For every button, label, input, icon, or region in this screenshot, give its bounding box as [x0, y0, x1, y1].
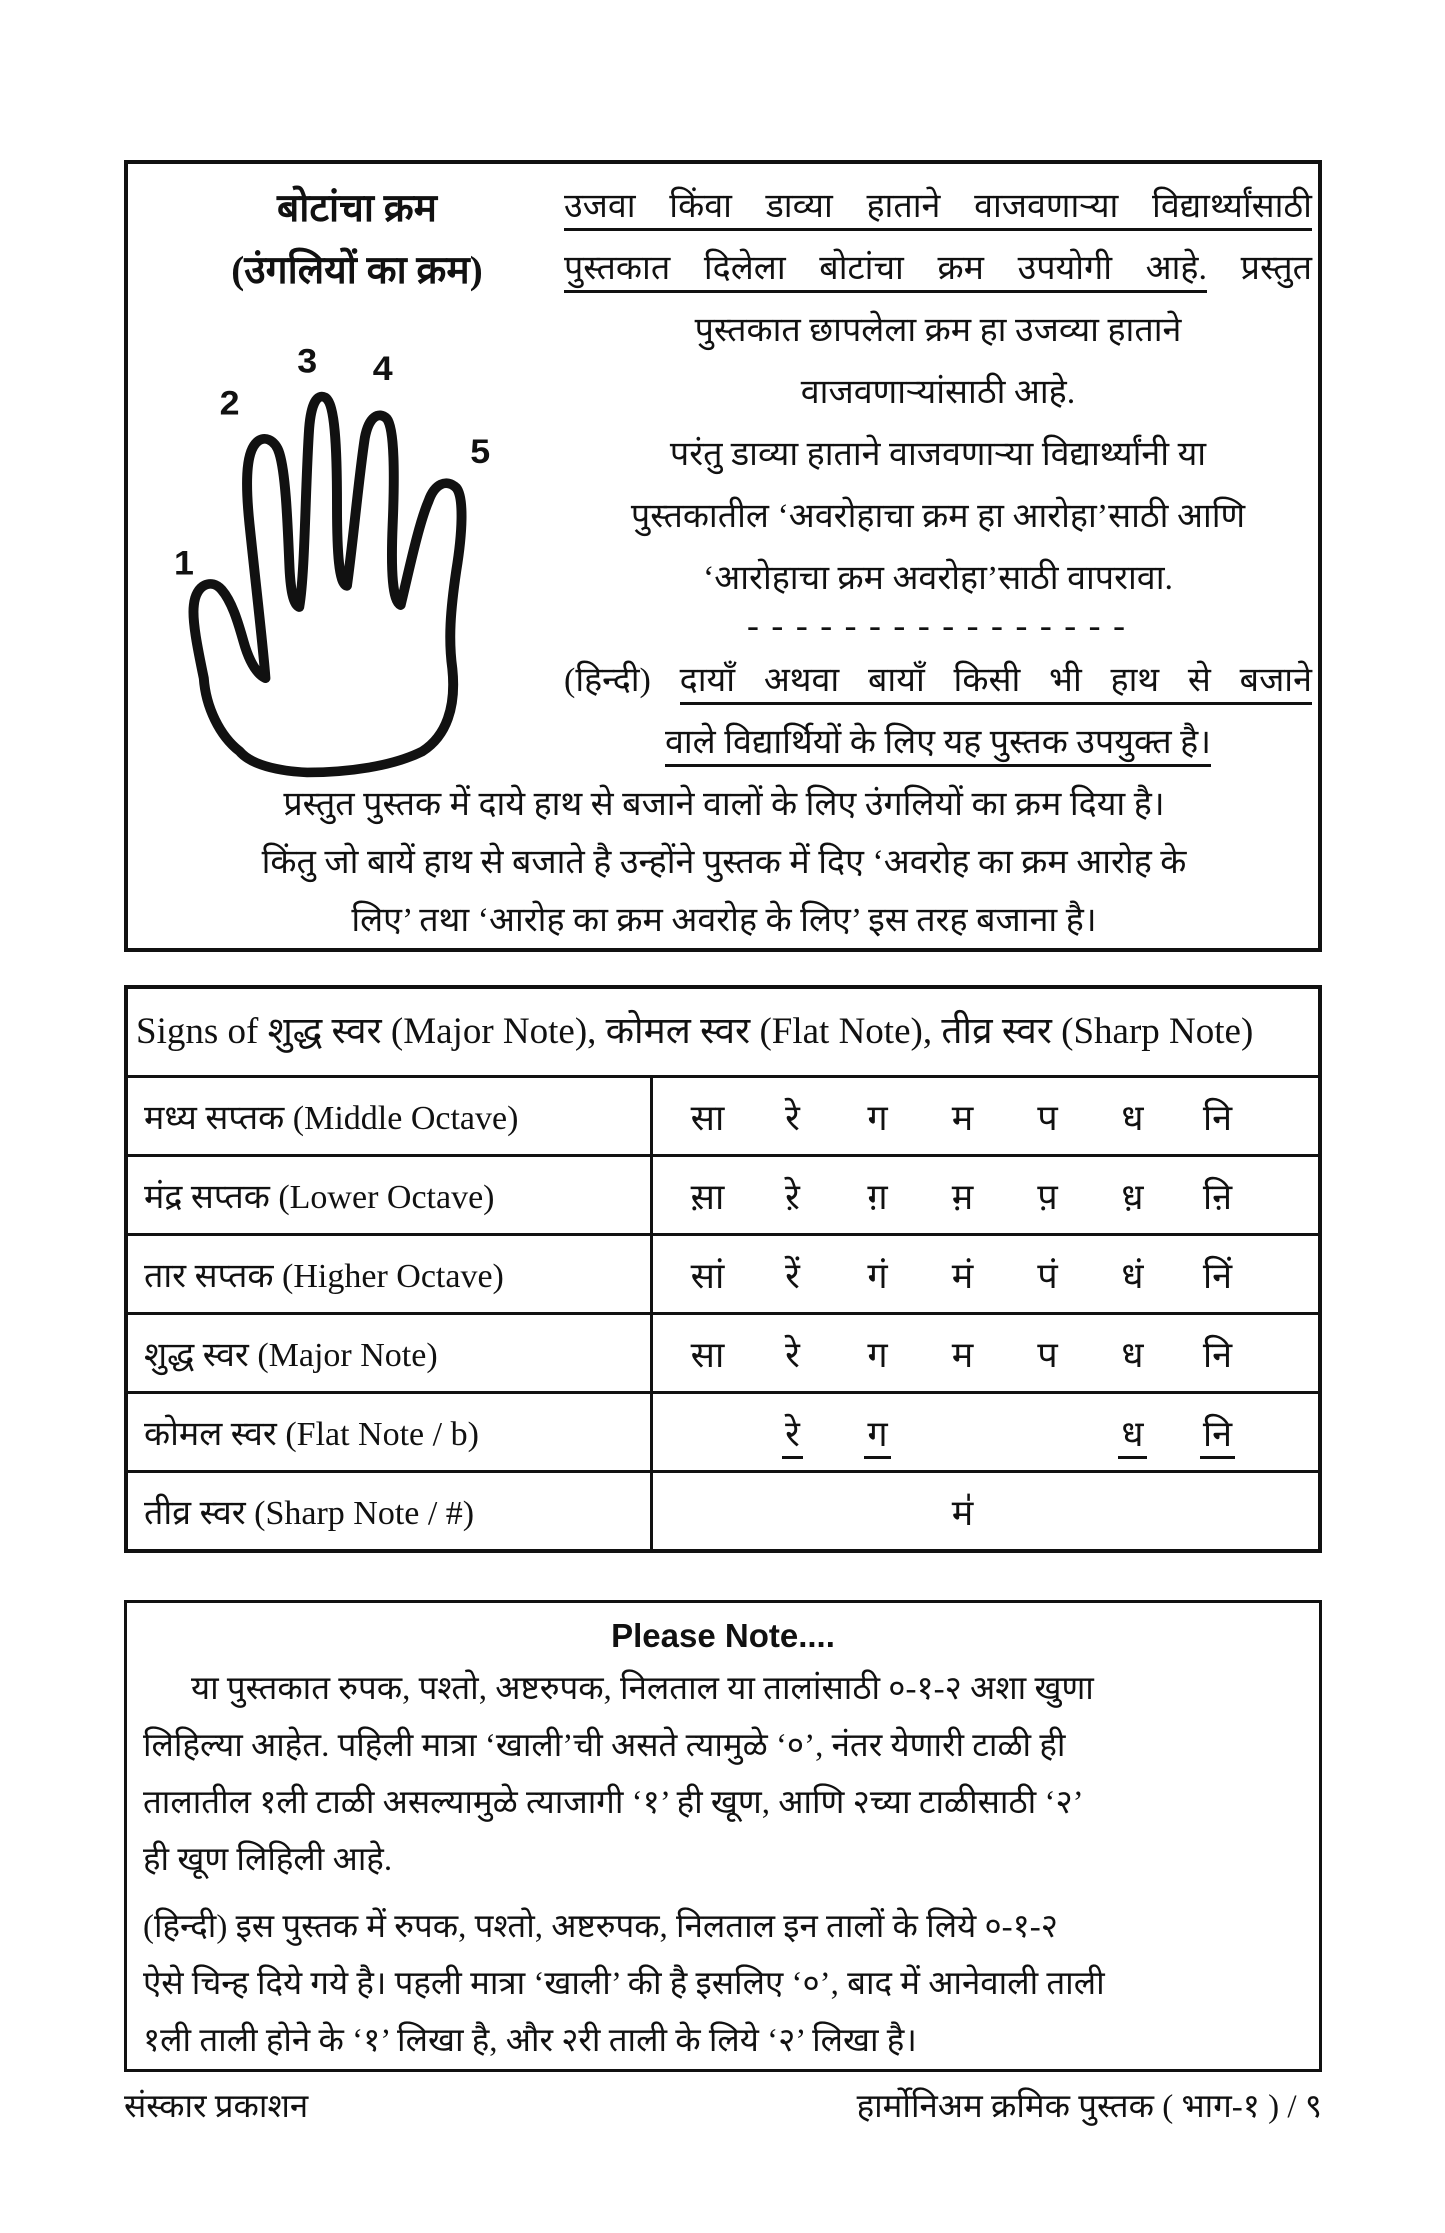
finger-order-box [124, 160, 1322, 952]
paragraph-gap [143, 1889, 1303, 1899]
swara-cell: ग [835, 1408, 920, 1457]
swara-cell: प़ [1037, 1176, 1058, 1217]
swara-cell: नि [1202, 1097, 1233, 1138]
row-swaras [653, 1473, 1318, 1549]
swara-cell: सां [690, 1255, 725, 1296]
swara-cell: सा [690, 1097, 725, 1138]
please-note-box [124, 1600, 1322, 2072]
table-row-higher-octave [128, 1233, 1318, 1312]
page-footer [124, 2082, 1322, 2127]
desc-line-2: पुस्तकात दिलेला बोटांचा क्रम उपयोगी आहे. प्रस्तुत [564, 238, 1312, 300]
table-row-sharp-note [128, 1470, 1318, 1549]
row-label: मंद्र सप्तक (Lower Octave) [128, 1157, 653, 1233]
finger-order-description [564, 176, 1312, 774]
swara-cell: ग [867, 1097, 888, 1138]
desc-line-7: ‘आरोहाचा क्रम अवरोहा’साठी वापरावा. [702, 560, 1174, 597]
note-marathi-line-3: तालातील १ली टाळी असल्यामुळे त्याजागी ‘१’ ही खूण, आणि २च्या टाळीसाठी ‘२’ [143, 1785, 1084, 1821]
swara-cell: प [1037, 1334, 1058, 1375]
row-swaras [653, 1236, 1318, 1312]
row-label: मध्य सप्तक (Middle Octave) [128, 1078, 653, 1154]
swara-cell: सा [690, 1334, 725, 1375]
note-marathi-line-2: लिहिल्या आहेत. पहिली मात्रा ‘खाली’ची असते त्यामुळे ‘०’, नंतर येणारी टाळी ही [143, 1728, 1066, 1764]
swara-cell: म [951, 1334, 974, 1375]
bottom-line-1: प्रस्तुत पुस्तक में दाये हाथ से बजाने वालों के लिए उंगलियों का क्रम दिया है। [283, 786, 1165, 823]
swara-cell: म॑ [951, 1492, 974, 1533]
swara-cell: म़ [951, 1176, 974, 1217]
row-label: शुद्ध स्वर (Major Note) [128, 1315, 653, 1391]
swara-cell: धं [1121, 1255, 1144, 1296]
publisher-name: संस्कार प्रकाशन [124, 2089, 309, 2125]
swara-cell: म [951, 1097, 974, 1138]
bottom-line-2: किंतु जो बायें हाथ से बजाते है उन्होंने पुस्तक में दिए ‘अवरोह का क्रम आरोह के [261, 844, 1187, 881]
note-marathi-line-1: या पुस्तकात रुपक, पश्तो, अष्टरुपक, निलताल या तालांसाठी ०-१-२ अशा खुणा [191, 1671, 1094, 1707]
table-row-flat-note [128, 1391, 1318, 1470]
swara-cell: प [1037, 1097, 1058, 1138]
swara-cell: पं [1037, 1255, 1058, 1296]
swara-cell: ध [1121, 1334, 1144, 1375]
hand-outline [193, 397, 461, 773]
swara-cell: स़ा [690, 1176, 725, 1217]
swara-cell: ध [1121, 1097, 1144, 1138]
row-swaras [653, 1157, 1318, 1233]
swara-cell: मं [951, 1255, 974, 1296]
row-swaras [653, 1315, 1318, 1391]
swara-cell: ग [867, 1334, 888, 1375]
finger-order-title-marathi: बोटांचा क्रम [276, 187, 438, 230]
bottom-line-3: लिए’ तथा ‘आरोह का क्रम अवरोह के लिए’ इस तरह बजाना है। [351, 902, 1097, 939]
finger-order-title-hindi: (उंगलियों का क्रम) [231, 249, 483, 292]
swara-cell: ग़ [867, 1176, 888, 1217]
row-label: कोमल स्वर (Flat Note / b) [128, 1394, 653, 1470]
desc-line-1: उजवा किंवा डाव्या हाताने वाजवणाऱ्या विद्यार्थ्यांसाठी [564, 176, 1312, 238]
swara-cell: ऩि [1202, 1176, 1233, 1217]
finger-order-title [146, 178, 568, 302]
desc-line-4: वाजवणाऱ्यांसाठी आहे. [800, 374, 1076, 411]
note-hindi-line-1: (हिन्दी) इस पुस्तक में रुपक, पश्तो, अष्टरुपक, निलताल इन तालों के लिये ०-१-२ [143, 1909, 1058, 1945]
signs-table-header: Signs of शुद्ध स्वर (Major Note), कोमल स्वर (Flat Note), तीव्र स्वर (Sharp Note) [128, 989, 1318, 1078]
finger-label-5: 5 [470, 432, 491, 471]
finger-order-hindi-paragraph [142, 776, 1306, 950]
row-swaras [653, 1394, 1318, 1470]
finger-label-1: 1 [173, 543, 194, 583]
swara-cell: निं [1202, 1255, 1233, 1296]
hand-diagram [168, 332, 506, 784]
row-swaras [653, 1078, 1318, 1154]
desc-line-hindi-2: वाले विद्यार्थियों के लिए यह पुस्तक उपयुक्त है। [564, 712, 1312, 774]
swara-cell: रे [785, 1097, 800, 1138]
finger-label-3: 3 [297, 341, 318, 381]
desc-line-5: परंतु डाव्या हाताने वाजवणाऱ्या विद्यार्थ्यांनी या [669, 436, 1207, 473]
swara-cell: ध़ [1121, 1176, 1144, 1217]
table-row-major-note [128, 1312, 1318, 1391]
desc-line-hindi-1: (हिन्दी) दायाँ अथवा बायाँ किसी भी हाथ से बजाने [564, 650, 1312, 712]
dashed-separator: ---------------- [742, 611, 1134, 649]
swara-cell: गं [867, 1255, 888, 1296]
table-row-middle-octave [128, 1078, 1318, 1154]
desc-line-3: पुस्तकात छापलेला क्रम हा उजव्या हाताने [694, 312, 1182, 349]
swara-cell: ऱे [785, 1176, 800, 1217]
swara-cell: रें [785, 1255, 800, 1296]
swara-cell: रे [785, 1334, 800, 1375]
swara-cell: नि [1202, 1334, 1233, 1375]
note-hindi-line-2: ऐसे चिन्ह दिये गये है। पहली मात्रा ‘खाली’ की है इसलिए ‘०’, बाद में आनेवाली ताली [143, 1966, 1105, 2002]
finger-label-4: 4 [372, 349, 393, 388]
swara-cell: ध [1090, 1408, 1175, 1457]
desc-line-6: पुस्तकातील ‘अवरोहाचा क्रम हा आरोहा’साठी आणि [630, 498, 1246, 535]
note-hindi-line-3: १ली ताली होने के ‘१’ लिखा है, और २री ताली के लिये ‘२’ लिखा है। [143, 2023, 917, 2059]
please-note-title: Please Note.... [611, 1617, 835, 1654]
swara-cell: रे [750, 1408, 835, 1457]
row-label: तार सप्तक (Higher Octave) [128, 1236, 653, 1312]
book-title-page-number: हार्मोनिअम क्रमिक पुस्तक ( भाग-१ ) / ९ [856, 2089, 1322, 2125]
swara-cell: नि [1175, 1408, 1260, 1457]
row-label: तीव्र स्वर (Sharp Note / #) [128, 1473, 653, 1549]
table-row-lower-octave [128, 1154, 1318, 1233]
finger-label-2: 2 [219, 384, 240, 423]
signs-table [124, 985, 1322, 1553]
note-marathi-line-4: ही खूण लिहिली आहे. [143, 1842, 393, 1878]
